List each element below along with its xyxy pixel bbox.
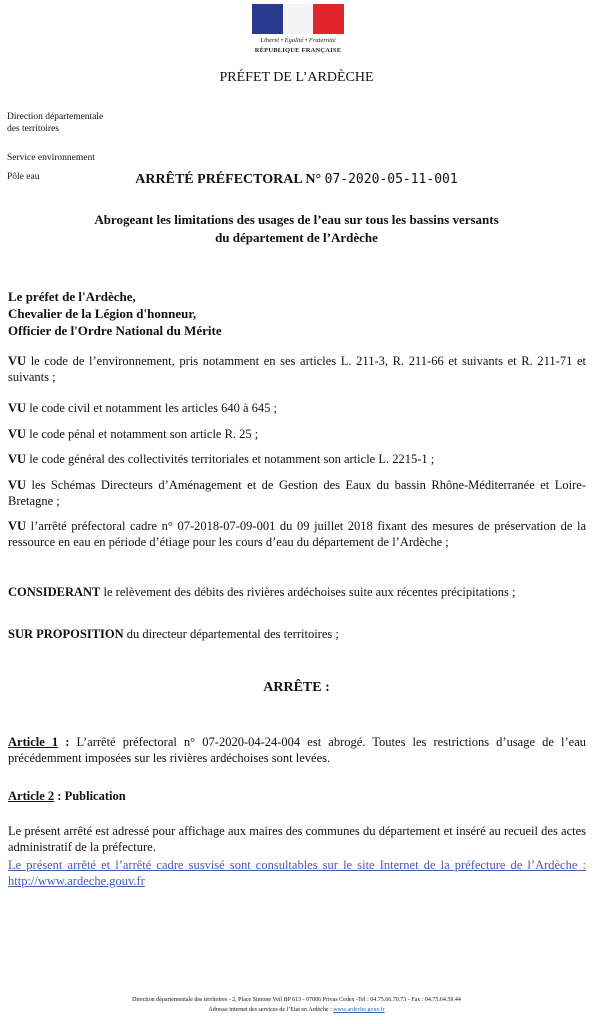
- logo-motto: Liberté • Égalité • Fraternité: [260, 37, 336, 44]
- vu-text: l’arrêté préfectoral cadre n° 07-2018-07-09-001 du 09 juillet 2018 fixant des mesures de préservation de la ressource en eau en période d’étiage pour les cours d’eau du département de l’Ardèche ;: [8, 519, 586, 549]
- prefet-heading: PRÉFET DE L’ARDÈCHE: [219, 70, 374, 85]
- arrete-title: [0, 172, 593, 188]
- signatory-line2: Chevalier de la Légion d'honneur,: [8, 306, 197, 321]
- article1-text: L’arrêté préfectoral n° 07-2020-04-24-004 est abrogé. Toutes les restrictions d’usage de l’eau précédemment imposées sur les rivières ardéchoises sont levées.: [8, 735, 587, 765]
- considerant-text: le relèvement des débits des rivières ardéchoises suite aux récentes précipitations ;: [100, 585, 516, 599]
- considerant-paragraph: [8, 584, 586, 600]
- pole-label: Pôle eau: [7, 172, 40, 182]
- signatory-line1: Le préfet de l'Ardèche,: [8, 289, 136, 304]
- vu-paragraph: [8, 518, 586, 550]
- subtitle-line1: Abrogeant les limitations des usages de l’eau sur tous les bassins versants: [94, 212, 499, 227]
- vu-paragraph: [8, 477, 586, 509]
- proposition-keyword: SUR PROPOSITION: [8, 627, 124, 641]
- arrete-heading: ARRÊTE :: [263, 680, 330, 695]
- dept-line2: des territoires: [7, 124, 59, 134]
- signatory-block: [8, 288, 586, 339]
- arrete-number: 07-2020-05-11-001: [324, 172, 458, 187]
- vu-text: le code civil et notamment les articles 640 à 645 ;: [26, 401, 278, 415]
- footer-website: [0, 1007, 593, 1013]
- footer-website-label: Adresse internet des services de l’Etat en Ardèche :: [208, 1007, 334, 1013]
- footer-address: Direction départementale des territoires - 2, Place Simone Veil BP 613 - 07006 Privas Cedex -Tel : 04.75.66.70.73 - Fax : 04.75.64.59.44: [132, 997, 461, 1003]
- vu-keyword: VU: [8, 519, 27, 533]
- article1-sep: :: [58, 735, 77, 749]
- service-label: Service environnement: [7, 153, 95, 163]
- republique-francaise-logo: [252, 4, 344, 62]
- signatory-line3: Officier de l'Ordre National du Mérite: [8, 323, 222, 338]
- article1-paragraph: [8, 734, 586, 766]
- vu-keyword: VU: [8, 427, 27, 441]
- considerant-keyword: CONSIDERANT: [8, 585, 101, 599]
- logo-republic: RÉPUBLIQUE FRANÇAISE: [254, 47, 342, 54]
- consult-link[interactable]: Le présent arrêté et l’arrêté cadre susvisé sont consultables sur le site Internet de la préfecture de l’Ardèche : http://www.ardeche.gouv.fr: [8, 858, 586, 888]
- dept-line1: Direction départementale: [7, 112, 104, 122]
- vu-keyword: VU: [8, 478, 27, 492]
- vu-text: les Schémas Directeurs d’Aménagement et de Gestion des Eaux du bassin Rhône-Méditerranée et Loire-Bretagne ;: [8, 478, 586, 508]
- vu-keyword: VU: [8, 401, 27, 415]
- article2-label: Article 2: [8, 789, 55, 803]
- subtitle-line2: du département de l’Ardèche: [215, 230, 378, 245]
- marianne-flag-icon: [252, 4, 344, 34]
- vu-paragraph: [8, 353, 586, 385]
- footer-website-link[interactable]: www.ardeche.gouv.fr: [333, 1007, 385, 1013]
- vu-text: le code pénal et notamment son article R. 25 ;: [26, 427, 259, 441]
- vu-paragraph: [8, 426, 586, 442]
- proposition-text: du directeur départemental des territoires ;: [123, 627, 339, 641]
- article1-label: Article 1: [8, 735, 59, 749]
- article2-title: : Publication: [54, 789, 126, 803]
- proposition-paragraph: [8, 626, 586, 642]
- vu-keyword: VU: [8, 354, 27, 368]
- direction-block: [7, 111, 103, 135]
- vu-paragraph: [8, 451, 586, 467]
- vu-text: le code de l’environnement, pris notamment en ses articles L. 211-3, R. 211-66 et suivants et R. 211-71 et suivants ;: [8, 354, 586, 384]
- article2-heading: [8, 788, 586, 804]
- title-prefix: ARRÊTÉ PRÉFECTORAL N°: [135, 172, 322, 187]
- publication-paragraph: Le présent arrêté est adressé pour affichage aux maires des communes du département et inséré au recueil des actes administratif de la préfecture.: [8, 824, 586, 854]
- vu-keyword: VU: [8, 452, 27, 466]
- vu-paragraph: [8, 400, 586, 416]
- vu-text: le code général des collectivités territoriales et notamment son article L. 2215-1 ;: [26, 452, 435, 466]
